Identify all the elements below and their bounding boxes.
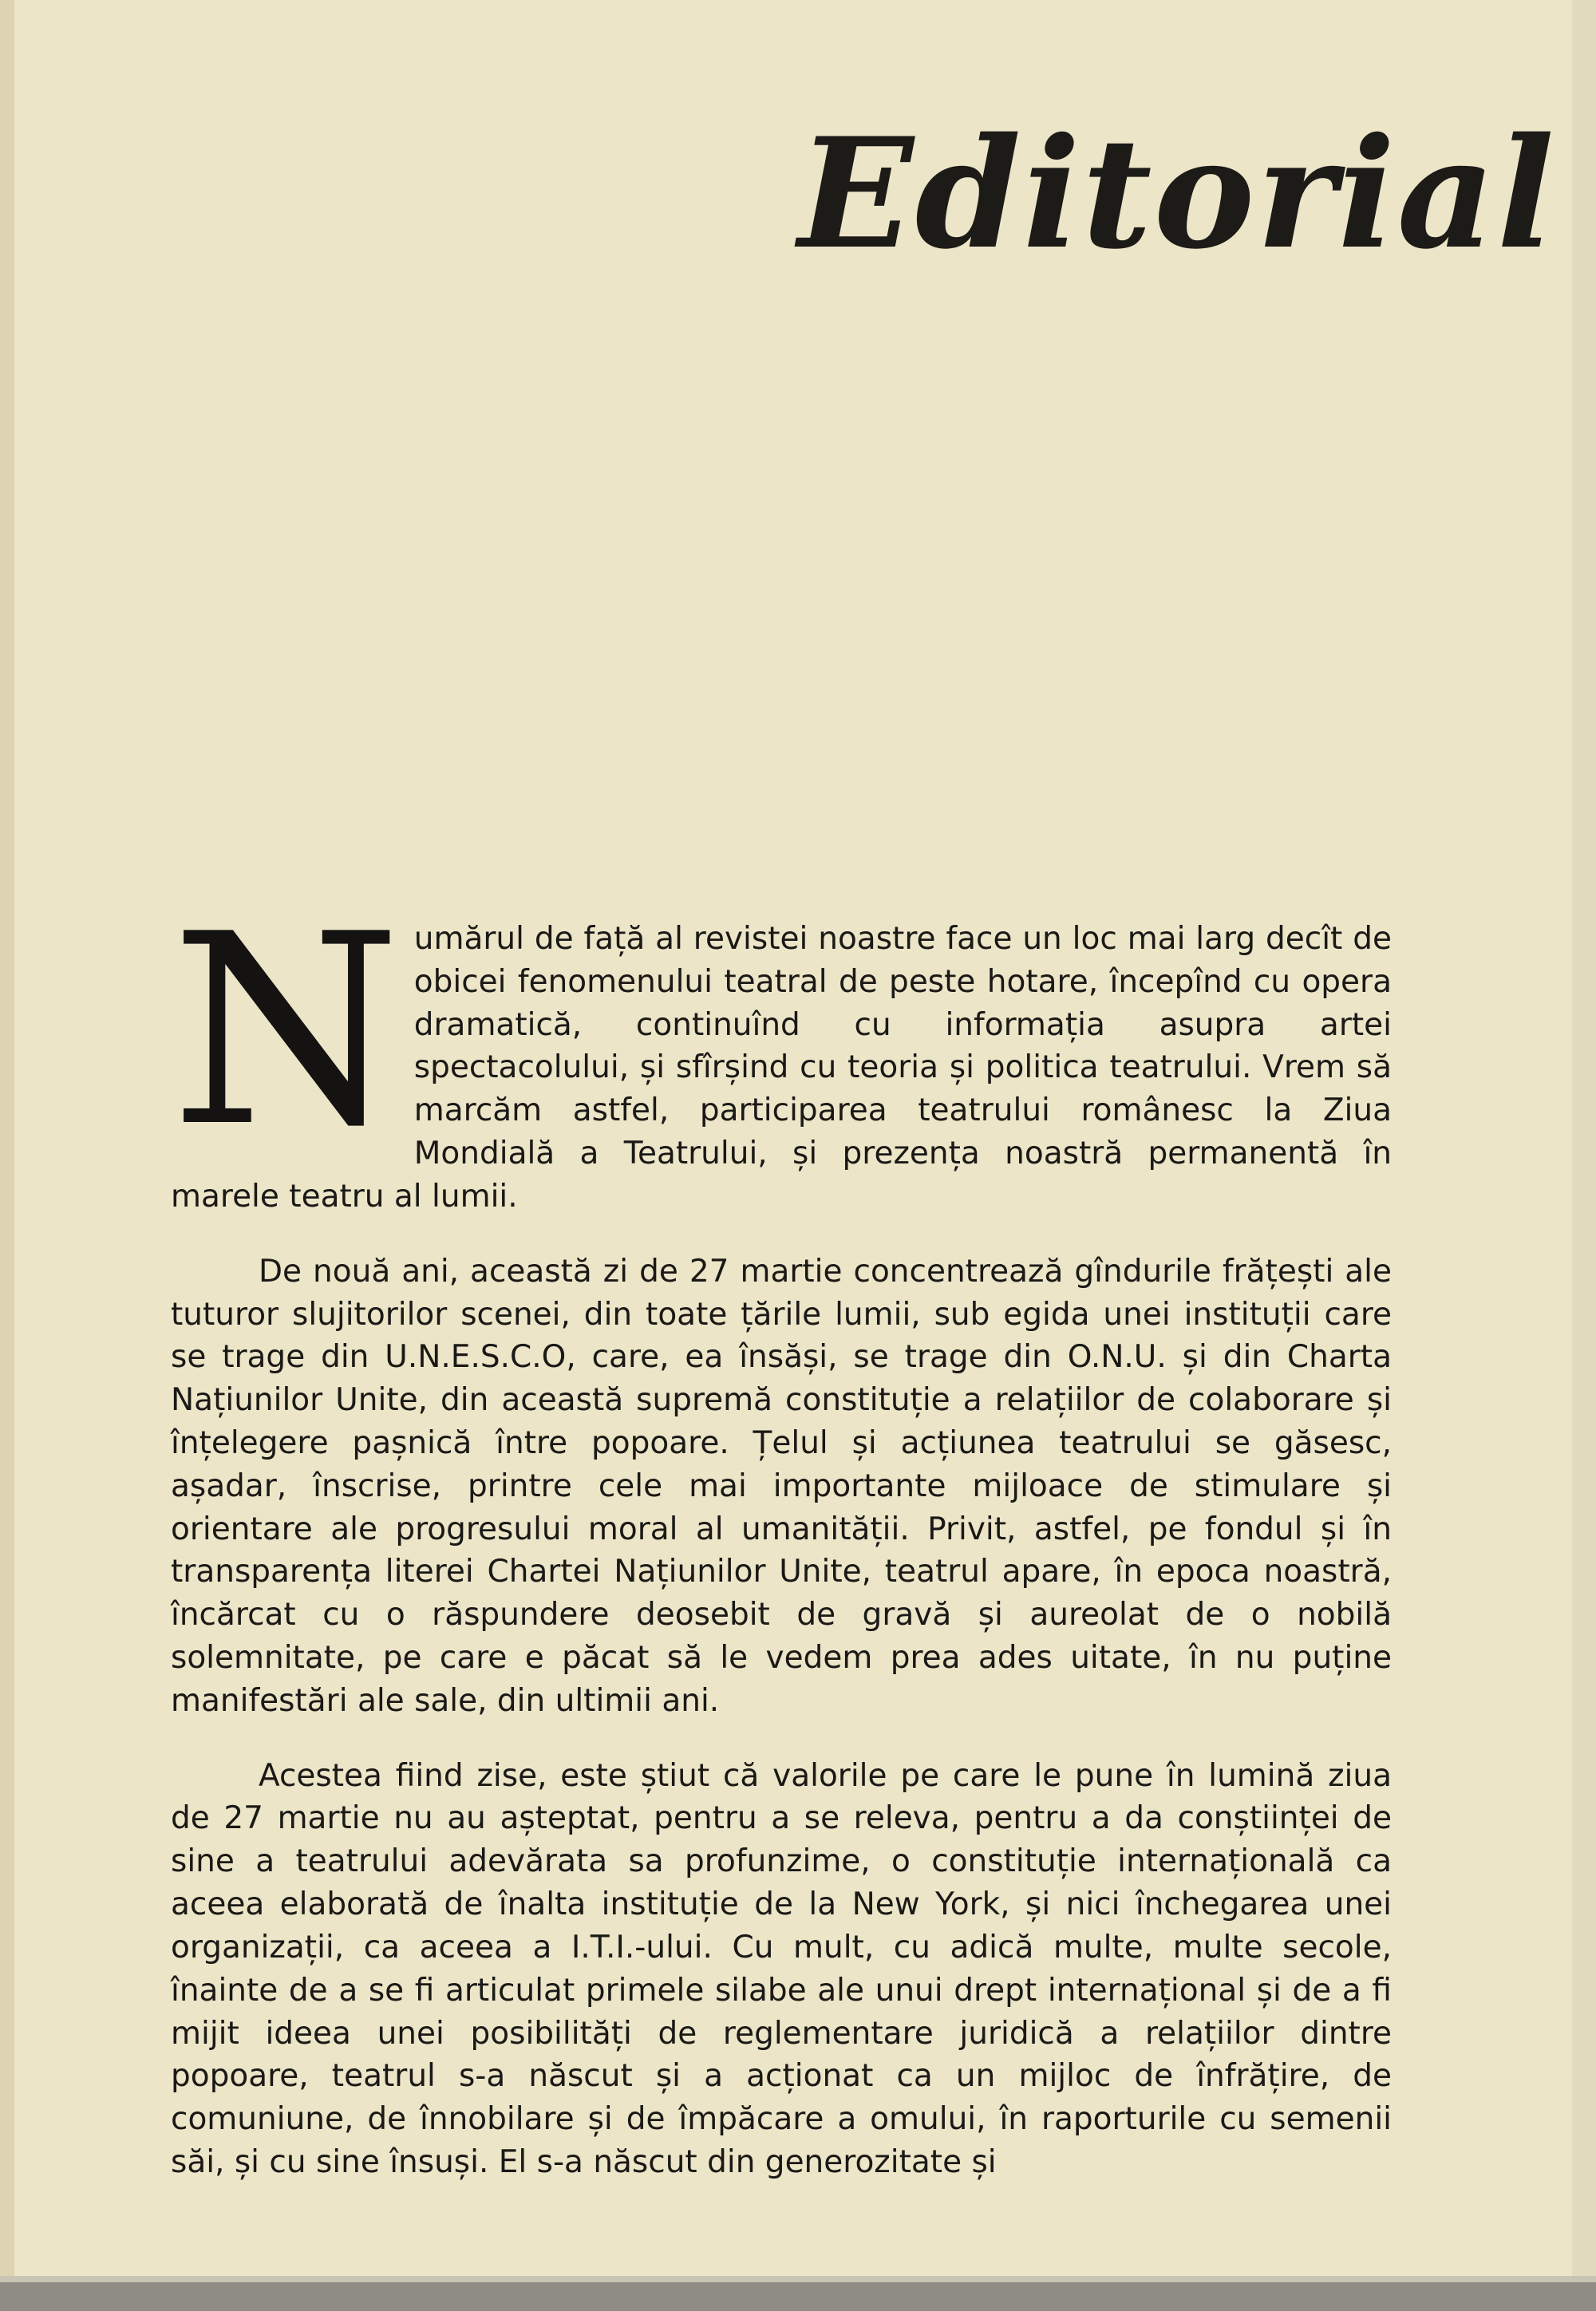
drop-cap: N [171, 878, 401, 1184]
paragraph-1 [171, 878, 1392, 1219]
page-title: Editorial [798, 105, 1556, 282]
paragraph-3: Acestea fiind zise, este știut că valorile pe care le pune în lumină ziua de 27 martie nu au așteptat, pentru a se releva, pentru a da conștiinței de sine a teatrului adevărata sa profunzime, o constituție internațională ca aceea elaborată de înalta instituție de la New York, și nici închegarea unei organizații, ca aceea a I.T.I.-ului. Cu mult, cu adică multe, multe secole, înainte de a se fi articulat primele silabe ale unui drept internațional și de a fi mijit ideea unei posibilități de reglementare juridică a relațiilor dintre popoare, teatrul s-a născut și a acționat ca un mijloc de înfrățire, de comuniune, de înnobilare și de împăcare a omului, în raporturile cu semenii săi, și cu sine însuși. El s-a născut din generozitate și [171, 1757, 1392, 2180]
page-right-edge [1572, 0, 1596, 2282]
article-body [171, 878, 1392, 2216]
paragraph-2: De nouă ani, această zi de 27 martie concentrează gîndurile frățești ale tuturor slujitorilor scenei, din toate țările lumii, sub egida unei instituții care se trage din U.N.E.S.C.O, care, ea însăși, se trage din O.N.U. și din Charta Națiunilor Unite, din această supremă constituție a relațiilor de colaborare și înțelegere pașnică între popoare. Țelul și acțiunea teatrului se găsesc, așadar, înscrise, printre cele mai importante mijloace de stimulare și orientare ale progresului moral al umanității. Privit, astfel, pe fondul și în transparența literei Chartei Națiunilor Unite, teatrul apare, în epoca noastră, încărcat cu o răspundere deosebit de gravă și aureolat de o nobilă solemnitate, pe care e păcat să le vedem prea ades uitate, în nu puține manifestări ale sale, din ultimii ani. [171, 1253, 1392, 1719]
page-edge [0, 0, 14, 2311]
paragraph-1-text: umărul de față al revistei noastre face un loc mai larg decît de obicei fenomenului teatral de peste hotare, începînd cu opera dramatică, continuînd cu informația asupra artei spectacolului, și sfîrșind cu teoria și politica teatrului. Vrem să marcăm astfel, participarea teatrului românesc la Ziua Mondială a Teatrului, și prezența noastră permanentă în marele teatru al lumii. [171, 921, 1392, 1215]
bottom-edge [0, 2282, 1596, 2311]
